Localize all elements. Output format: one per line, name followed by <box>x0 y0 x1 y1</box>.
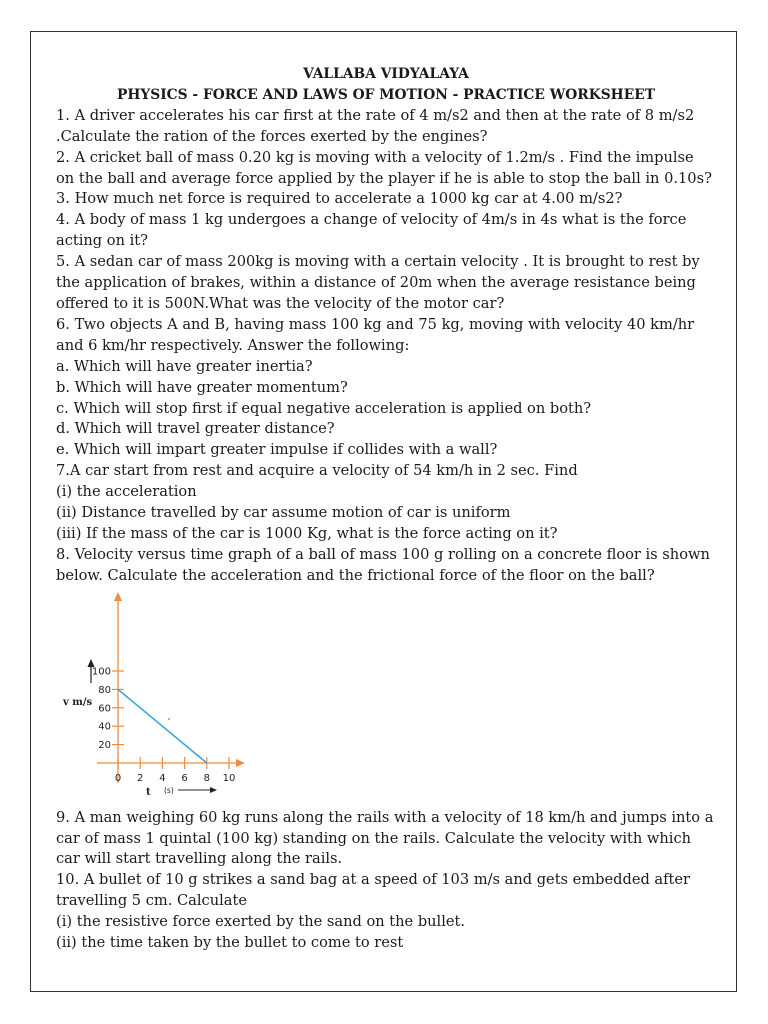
question-line: (iii) If the mass of the car is 1000 Kg, what is the force acting on it? <box>56 524 558 542</box>
question-line: e. Which will impart greater impulse if collides with a wall? <box>56 441 498 459</box>
question-line: (i) the acceleration <box>56 483 197 501</box>
question-line: 2. A cricket ball of mass 0.20 kg is moving with a velocity of 1.2m/s . Find the impulse on the ball and average force applied by the player if he is able to stop the ball in 0.10s? <box>56 148 712 187</box>
velocity-time-graph-svg <box>56 587 276 799</box>
y-tick-label: 40 <box>98 721 111 733</box>
y-label-up-arrowhead <box>88 659 95 667</box>
y-axis-arrowhead <box>114 592 122 601</box>
x-tick-group <box>115 757 236 784</box>
x-tick-label: 6 <box>181 772 188 784</box>
question-line: (ii) the time taken by the bullet to come to rest <box>56 934 404 952</box>
x-axis-unit: (s) <box>164 785 174 795</box>
y-tick-label: 100 <box>91 666 111 678</box>
question-line: a. Which will have greater inertia? <box>56 357 313 375</box>
x-axis-arrowhead <box>236 759 245 767</box>
question-line: d. Which will travel greater distance? <box>56 420 335 438</box>
question-line: 7.A car start from rest and acquire a velocity of 54 km/h in 2 sec. Find <box>56 462 578 480</box>
question-line: (ii) Distance travelled by car assume motion of car is uniform <box>56 504 511 522</box>
stray-dot <box>168 718 170 720</box>
question-line: 6. Two objects A and B, having mass 100 kg and 75 kg, moving with velocity 40 km/hr and 6 km/hr respectively. Answer the following: <box>56 315 695 354</box>
velocity-series-line <box>118 689 207 763</box>
y-axis-label: v m/s <box>63 696 93 708</box>
school-name: VALLABA VIDYALAYA <box>303 66 469 82</box>
x-tick-label: 2 <box>137 772 144 784</box>
question-line: 1. A driver accelerates his car first at the rate of 4 m/s2 and then at the rate of 8 m/s2 .Calculate the ration of the forces exerted by the engines? <box>56 106 695 145</box>
question-line: 9. A man weighing 60 kg runs along the rails with a velocity of 18 km/h and jumps into a car of mass 1 quintal (100 kg) standing on the rails. Calculate the velocity with which car will start travelling along the rails. <box>56 808 714 868</box>
question-line: 5. A sedan car of mass 200kg is moving with a certain velocity . It is brought to rest by the application of brakes, within a distance of 20m when the average resistance being offered to it is 500N.What was the velocity of the motor car? <box>56 253 700 312</box>
x-tick-label: 0 <box>114 772 122 784</box>
worksheet <box>56 64 716 954</box>
y-tick-label: 20 <box>98 739 111 751</box>
question-line: b. Which will have greater momentum? <box>56 378 348 396</box>
questions-part-1 <box>56 106 716 587</box>
y-tick-group <box>92 666 124 751</box>
x-axis-label: t <box>146 786 151 798</box>
x-tick-label: 8 <box>203 772 210 784</box>
worksheet-title: PHYSICS - FORCE AND LAWS OF MOTION - PRACTICE WORKSHEET <box>116 86 655 103</box>
question-line: 10. A bullet of 10 g strikes a sand bag at a speed of 103 m/s and gets embedded after travelling 5 cm. Calculate <box>56 871 691 910</box>
question-line: (i) the resistive force exerted by the sand on the bullet. <box>56 913 466 931</box>
y-tick-label: 80 <box>98 684 111 696</box>
x-label-right-arrowhead <box>210 787 217 793</box>
x-tick-label: 4 <box>159 772 166 784</box>
x-tick-label: 10 <box>222 772 236 784</box>
velocity-time-graph <box>56 587 716 799</box>
question-line: c. Which will stop first if equal negative acceleration is applied on both? <box>56 399 592 417</box>
questions-part-2 <box>56 808 716 954</box>
question-line: 4. A body of mass 1 kg undergoes a change of velocity of 4m/s in 4s what is the force acting on it? <box>56 211 687 250</box>
y-tick-label: 60 <box>98 702 111 714</box>
question-line: 3. How much net force is required to accelerate a 1000 kg car at 4.00 m/s2? <box>56 190 623 208</box>
question-line: 8. Velocity versus time graph of a ball of mass 100 g rolling on a concrete floor is shown below. Calculate the acceleration and the frictional force of the floor on the ball? <box>56 545 710 584</box>
